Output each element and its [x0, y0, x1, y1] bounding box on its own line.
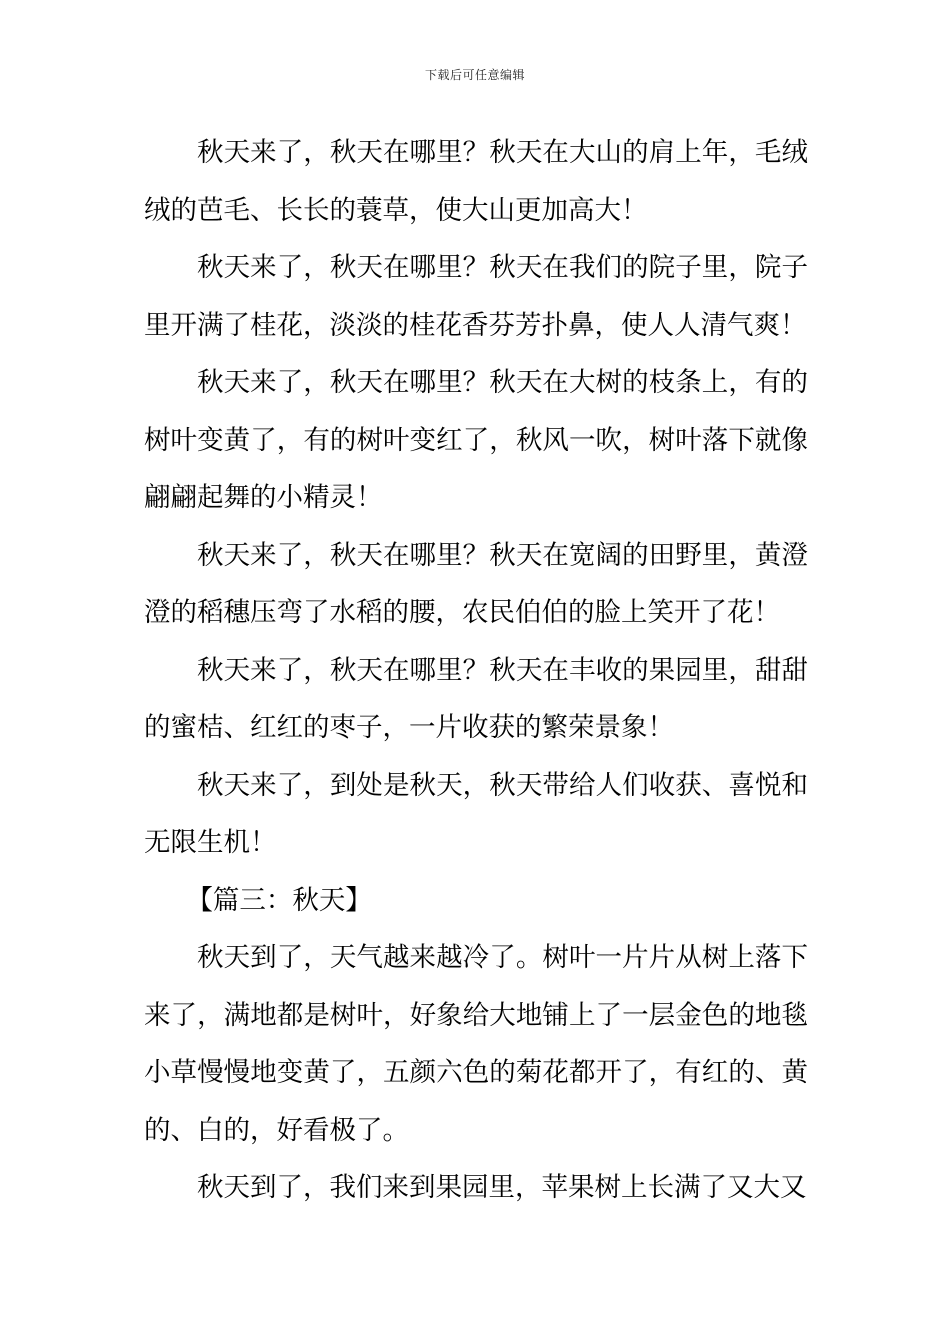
- paragraph-fields: 秋天来了，秋天在哪里？秋天在宽阔的田野里，黄澄澄的稻穗压弯了水稻的腰，农民伯伯的脸上笑开了花！: [144, 539, 808, 628]
- page-header: 下载后可任意编辑: [424, 68, 525, 82]
- section-paragraph-weather: 秋天到了，天气越来越冷了。树叶一片片从树上落下来了，满地都是树叶，好象给大地铺上了一层金色的地毯小草慢慢地变黄了，五颜六色的菊花都开了，有红的、黄的、白的，好看极了。: [144, 942, 808, 1146]
- section-title: 【篇三：秋天】: [186, 884, 372, 916]
- paragraph-orchard: 秋天来了，秋天在哪里？秋天在丰收的果园里，甜甜的蜜桔、红红的枣子，一片收获的繁荣景象！: [144, 654, 808, 743]
- paragraph-conclusion: 秋天来了，到处是秋天，秋天带给人们收获、喜悦和无限生机！: [144, 769, 808, 858]
- paragraph-courtyard: 秋天来了，秋天在哪里？秋天在我们的院子里，院子里开满了桂花，淡淡的桂花香芬芳扑鼻，使人人清气爽！: [144, 252, 808, 341]
- paragraph-mountain: 秋天来了，秋天在哪里？秋天在大山的肩上年，毛绒绒的芭毛、长长的蓑草，使大山更加高大！: [144, 137, 808, 226]
- document-body: [144, 124, 808, 1217]
- section-paragraph-orchard: 秋天到了，我们来到果园里，苹果树上长满了又大又: [197, 1172, 807, 1203]
- paragraph-trees: 秋天来了，秋天在哪里？秋天在大树的枝条上，有的树叶变黄了，有的树叶变红了，秋风一吹，树叶落下就像翩翩起舞的小精灵！: [144, 367, 808, 513]
